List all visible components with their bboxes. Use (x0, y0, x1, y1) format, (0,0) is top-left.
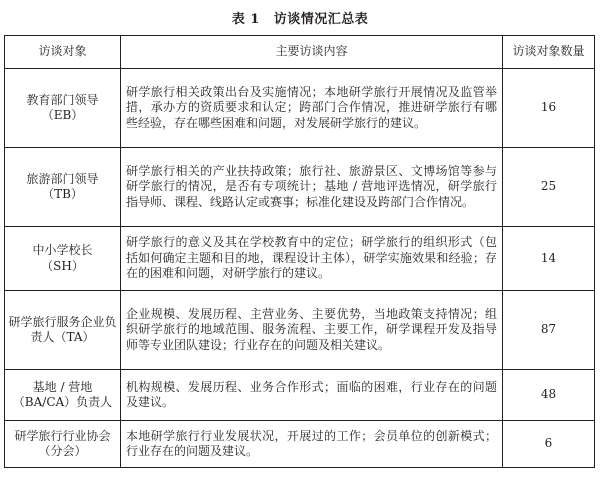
interviewee-name: 中小学校长 (32, 243, 93, 257)
interviewee-name: 基地 / 营地 (32, 379, 93, 394)
header-interviewee: 访谈对象 (5, 36, 121, 69)
interviewee-name: 教育部门领导 (26, 92, 99, 107)
count-cell: 48 (503, 370, 595, 421)
table-caption (0, 8, 600, 27)
table-header-row (5, 36, 595, 69)
content-cell: 机构规模、发展历程、业务合作形式；面临的困难，行业存在的问题及建议。 (121, 370, 503, 421)
table-title: 访谈情况汇总表 (273, 12, 369, 27)
interviewee-cell (5, 370, 121, 421)
header-count: 访谈对象数量 (503, 36, 595, 69)
table-row (5, 69, 595, 148)
interviewee-name: 研学旅行行业协会 (14, 428, 111, 443)
interviewee-code: （EB） (41, 108, 84, 122)
interviewee-cell (5, 421, 121, 468)
interviewee-name: 旅游部门领导 (26, 171, 99, 186)
interviewee-cell (5, 69, 121, 148)
interview-summary-table (4, 35, 595, 468)
interviewee-cell (5, 148, 121, 227)
count-cell: 14 (503, 227, 595, 291)
header-content: 主要访谈内容 (121, 36, 503, 69)
interviewee-code: （SH） (41, 258, 84, 273)
interviewee-cell (5, 227, 121, 291)
count-cell: 25 (503, 148, 595, 227)
interviewee-code: （TA） (54, 330, 95, 344)
content-cell: 研学旅行的意义及其在学校教育中的定位；研学旅行的组织形式（包括如何确定主题和目的地，课程设计主体），研学实施效果和经验；存在的困难和问题，对研学旅行的建议。 (121, 227, 503, 291)
interviewee-code: （TB） (42, 187, 83, 201)
content-cell: 企业规模、发展历程、主营业务、主要优势，当地政策支持情况；组织研学旅行的地域范围、服务流程、主要工作，研学课程开发及指导师等专业团队建设；行业存在的问题及相关建议。 (121, 291, 503, 370)
interviewee-code: （BA/CA）负责人 (12, 395, 113, 409)
count-cell: 87 (503, 291, 595, 370)
table-row (5, 291, 595, 370)
interviewee-cell (5, 291, 121, 370)
interviewee-name: 研学旅行服务企业负责人 (8, 314, 117, 344)
content-cell: 研学旅行相关的产业扶持政策；旅行社、旅游景区、文博场馆等参与研学旅行的情况，是否有专项统计；基地 / 营地评选情况，研学旅行指导师、课程、线路认定或赛事；标准化建设及跨部门合作情况。 (121, 148, 503, 227)
content-cell: 研学旅行相关政策出台及实施情况；本地研学旅行开展情况及监管举措，承办方的资质要求和认定；跨部门合作情况，推进研学旅行有哪些经验，存在哪些困难和问题，对发展研学旅行的建议。 (121, 69, 503, 148)
table-row (5, 421, 595, 468)
count-cell: 16 (503, 69, 595, 148)
table-row (5, 370, 595, 421)
table-row (5, 227, 595, 291)
interviewee-code: （分会） (38, 444, 87, 458)
table-row (5, 148, 595, 227)
table-number: 表 1 (231, 12, 260, 27)
content-cell: 本地研学旅行行业发展状况，开展过的工作；会员单位的创新模式；行业存在的问题及建议。 (121, 421, 503, 468)
count-cell: 6 (503, 421, 595, 468)
